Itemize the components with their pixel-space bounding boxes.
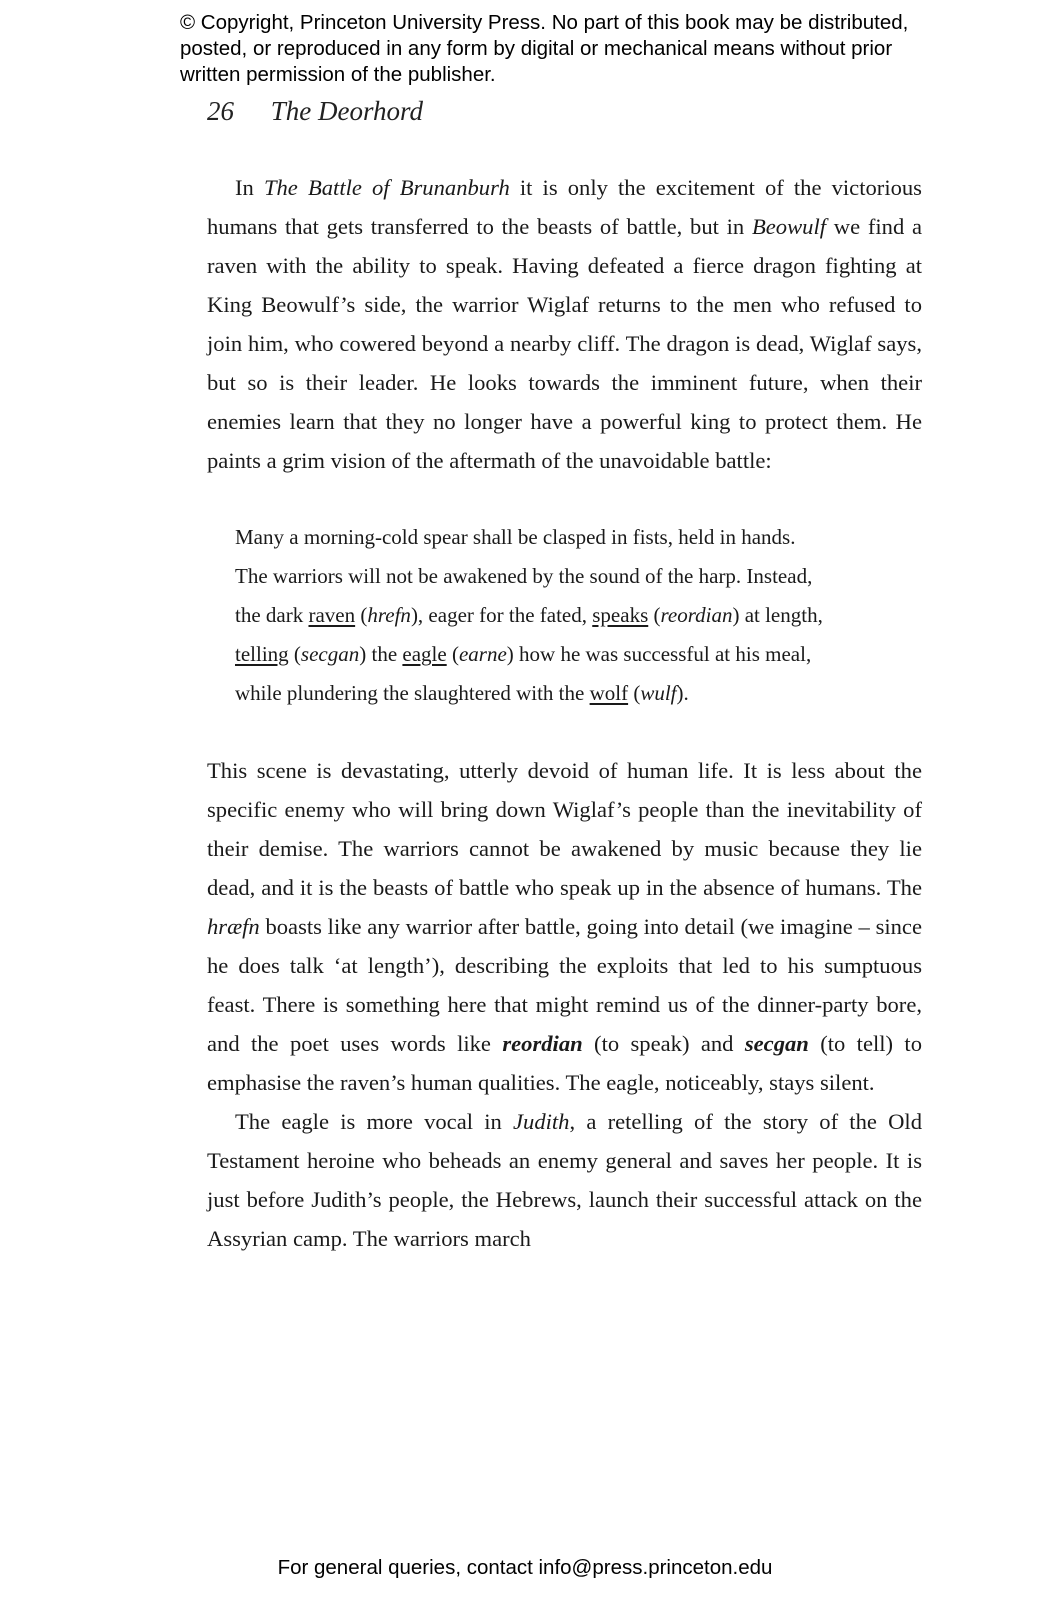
footer-contact: For general queries, contact info@press.princeton.edu <box>277 1556 773 1579</box>
quote-line: telling (secgan) the eagle (earne) how he was successful at his meal, <box>235 642 812 666</box>
block-quote <box>235 518 922 713</box>
chapter-title: The Deorhord <box>270 96 424 126</box>
title-brunanburh: The Battle of Brunanburh <box>263 175 510 200</box>
paragraph-1: In The Battle of Brunanburh it is only the excitement of the victorious humans that gets transferred to the beasts of battle, but in Beowulf we find a raven with the ability to speak. Having defeated a fierce dragon fighting at King Beowulf’s side, the warrior Wiglaf returns to the men who refused to join him, who cowered beyond a nearby cliff. The dragon is dead, Wiglaf says, but so is their leader. He looks towards the imminent future, when their enemies learn that they no longer have a powerful king to protect them. He paints a grim vision of the aftermath of the unavoidable battle: <box>207 175 922 473</box>
body-text <box>207 168 922 1258</box>
quote-line: The warriors will not be awakened by the sound of the harp. Instead, <box>235 564 813 588</box>
copyright-notice: © Copyright, Princeton University Press. No part of this book may be distributed, posted, or reproduced in any form by digital or mechanical means without prior written permission of the publisher. <box>180 11 909 86</box>
page-number: 26 <box>207 96 234 126</box>
quote-line: the dark raven (hrefn), eager for the fated, speaks (reordian) at length, <box>235 603 823 627</box>
title-beowulf: Beowulf <box>751 214 827 239</box>
paragraph-2: This scene is devastating, utterly devoid of human life. It is less about the specific enemy who will bring down Wiglaf’s people than the inevitability of their demise. The warriors cannot be awakened by music because they lie dead, and it is the beasts of battle who speak up in the absence of humans. The hræfn boasts like any warrior after battle, going into detail (we imagine – since he does talk ‘at length’), describing the exploits that led to his sumptuous feast. There is something here that might remind us of the dinner-party bore, and the poet uses words like reordian (to speak) and secgan (to tell) to emphasise the raven’s human qualities. The eagle, noticeably, stays silent. <box>207 758 923 1095</box>
paragraph-3: The eagle is more vocal in Judith, a retelling of the story of the Old Testament heroine who beheads an enemy general and saves her people. It is just before Judith’s people, the Hebrews, launch their successful attack on the Assyrian camp. The warriors march <box>207 1109 922 1251</box>
quote-line: while plundering the slaughtered with the wolf (wulf). <box>235 681 689 705</box>
quote-line: Many a morning-cold spear shall be clasped in fists, held in hands. <box>235 525 796 549</box>
running-head <box>207 96 423 127</box>
